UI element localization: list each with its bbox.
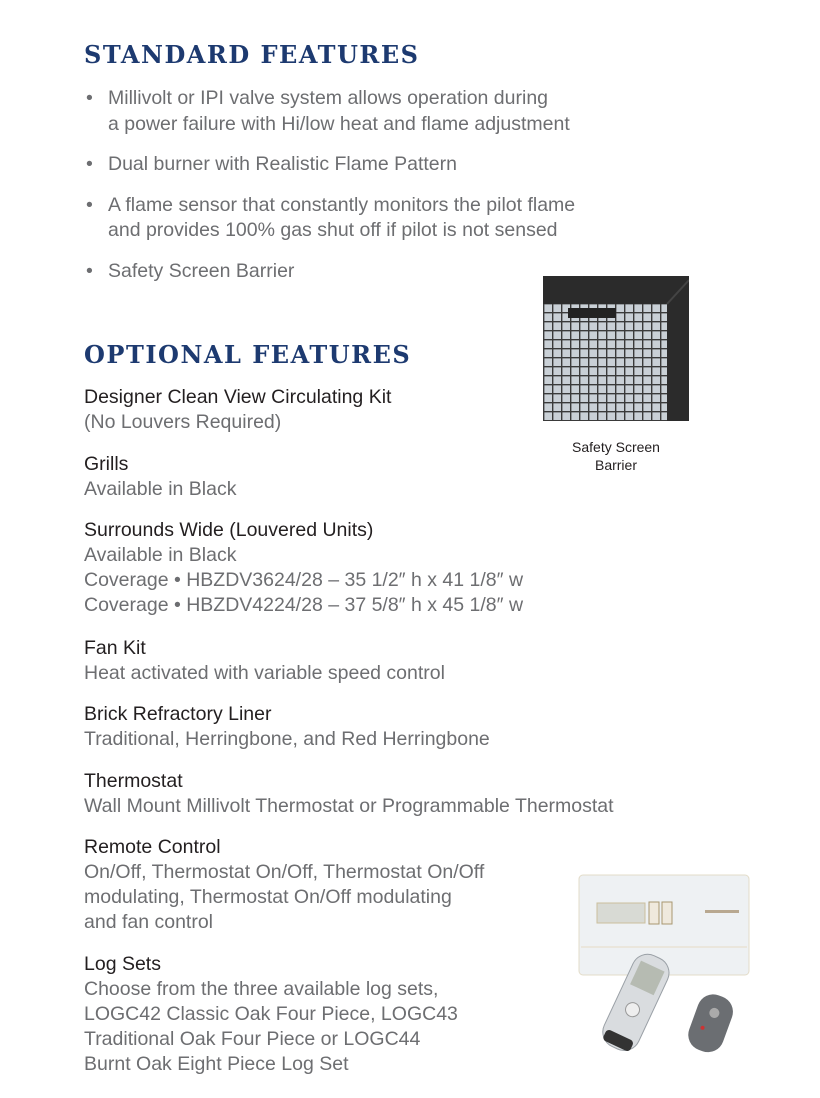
list-item [84, 152, 684, 178]
list-item [84, 193, 684, 244]
feature-desc: Burnt Oak Eight Piece Log Set [84, 1053, 349, 1075]
standard-features-list [84, 86, 684, 299]
feature-item [84, 636, 724, 686]
list-item [84, 86, 684, 137]
feature-title: Grills [84, 453, 129, 475]
feature-title: Designer Clean View Circulating Kit [84, 386, 392, 408]
figure-caption: Barrier [594, 457, 637, 473]
feature-desc: Traditional, Herringbone, and Red Herringbone [84, 728, 490, 750]
feature-title: Log Sets [84, 953, 161, 975]
safety-screen-figure [543, 276, 689, 474]
feature-item [84, 769, 724, 819]
feature-desc: On/Off, Thermostat On/Off, Thermostat On/Off [84, 861, 485, 883]
feature-desc: Heat activated with variable speed control [84, 662, 445, 684]
bullet-line: A flame sensor that constantly monitors the pilot flame [108, 193, 576, 216]
bullet-line: Safety Screen Barrier [108, 259, 295, 282]
optional-features-heading: OPTIONAL FEATURES [84, 340, 412, 369]
remote-control-image [575, 872, 755, 1067]
feature-desc: Available in Black [84, 478, 237, 500]
bullet-line: Dual burner with Realistic Flame Pattern [108, 153, 457, 175]
feature-desc: modulating, Thermostat On/Off modulating [84, 886, 452, 908]
feature-desc: Wall Mount Millivolt Thermostat or Programmable Thermostat [84, 795, 614, 817]
feature-item [84, 385, 724, 435]
feature-desc: and fan control [84, 911, 214, 933]
feature-title: Remote Control [84, 836, 221, 858]
feature-title: Fan Kit [84, 637, 146, 659]
feature-title: Brick Refractory Liner [84, 703, 272, 725]
feature-item [84, 702, 724, 752]
feature-desc: Coverage • HBZDV3624/28 – 35 1/2″ h x 41 1/8″ w [84, 569, 524, 591]
feature-desc: LOGC42 Classic Oak Four Piece, LOGC43 [84, 1003, 458, 1025]
feature-desc: (No Louvers Required) [84, 411, 282, 433]
bullet-line: and provides 100% gas shut off if pilot is not sensed [108, 219, 558, 241]
feature-desc: Traditional Oak Four Piece or LOGC44 [84, 1028, 421, 1050]
feature-desc: Available in Black [84, 544, 237, 566]
bullet-line: a power failure with Hi/low heat and flame adjustment [108, 112, 570, 135]
feature-title: Thermostat [84, 770, 183, 792]
standard-features-heading: STANDARD FEATURES [84, 40, 420, 69]
feature-item [84, 518, 724, 618]
feature-desc: Coverage • HBZDV4224/28 – 37 5/8″ h x 45 1/8″ w [84, 594, 524, 616]
feature-title: Surrounds Wide (Louvered Units) [84, 519, 374, 541]
figure-caption: Safety Screen [572, 439, 660, 455]
feature-item [84, 452, 724, 502]
feature-desc: Choose from the three available log sets, [84, 978, 439, 1000]
bullet-line: Millivolt or IPI valve system allows operation during [108, 87, 549, 109]
